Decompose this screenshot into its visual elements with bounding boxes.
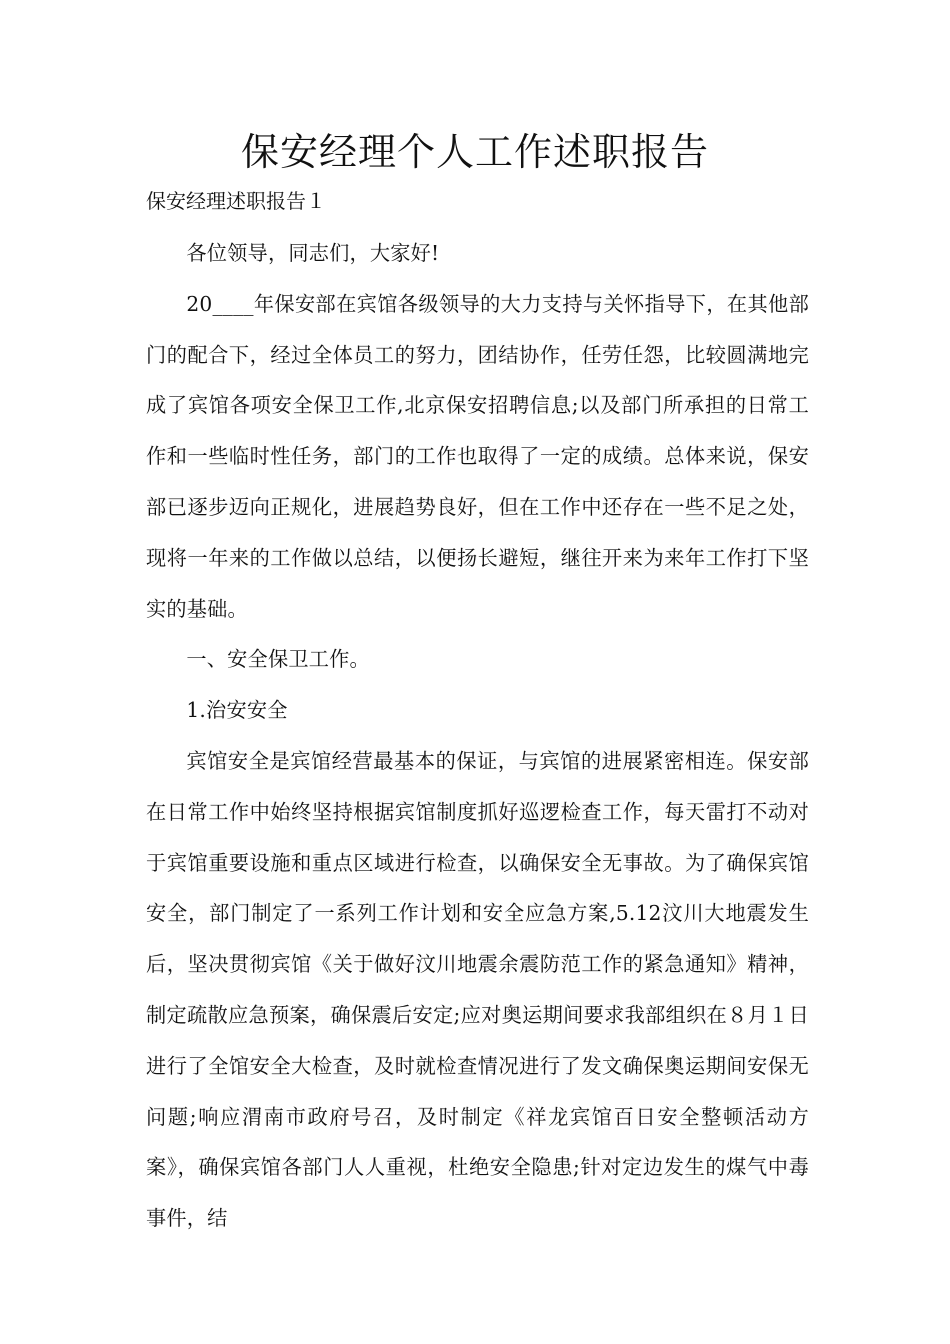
document-subtitle: 保安经理述职报告１ <box>146 189 326 213</box>
paragraph-intro: 20____年保安部在宾馆各级领导的大力支持与关怀指导下，在其他部门的配合下，经过全体员工的努力，团结协作，任劳任怨，比较圆满地完成了宾馆各项安全保卫工作,北京保安招聘信息;以及部门所承担的日常工作和一些临时性任务，部门的工作也取得了一定的成绩。总体来说，保安部已逐步迈向正规化，进展趋势良好，但在工作中还存在一些不足之处，现将一年来的工作做以总结，以便扬长避短，继往开来为来年工作打下坚实的基础。 <box>146 291 809 621</box>
paragraph-security: 宾馆安全是宾馆经营最基本的保证，与宾馆的进展紧密相连。保安部在日常工作中始终坚持根据宾馆制度抓好巡逻检查工作，每天雷打不动对于宾馆重要设施和重点区域进行检查，以确保安全无事故。为了确保宾馆安全，部门制定了一系列工作计划和安全应急方案,5.12汶川大地震发生后，坚决贯彻宾馆《关于做好汶川地震余震防范工作的紧急通知》精神，制定疏散应急预案，确保震后安定;应对奥运期间要求我部组织在８月１日进行了全馆安全大检查，及时就检查情况进行了发文确保奥运期间安保无问题;响应渭南市政府号召，及时制定《祥龙宾馆百日安全整顿活动方案》，确保宾馆各部门人人重视，杜绝安全隐患;针对定边发生的煤气中毒事件，结 <box>146 748 809 1231</box>
document-body <box>146 228 809 1244</box>
paragraph-greeting: 各位领导，同志们，大家好! <box>186 241 440 265</box>
subsection-heading: 1.治安安全 <box>186 698 288 723</box>
section-heading: 一、安全保卫工作。 <box>186 647 370 672</box>
document-title: 保安经理个人工作述职报告 <box>240 130 709 174</box>
